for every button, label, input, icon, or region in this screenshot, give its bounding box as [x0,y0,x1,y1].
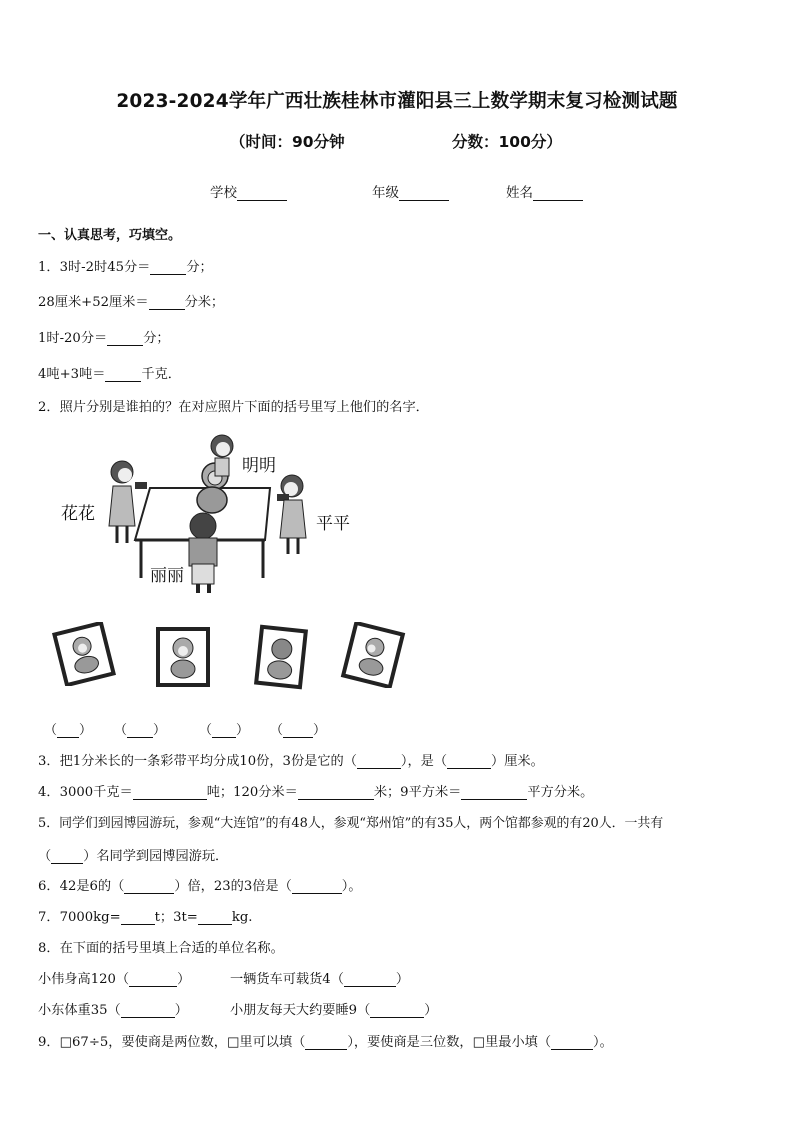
q8-item-d: 小朋友每天大约要睡9（ ） [230,1003,438,1018]
q4-line: 4．3000千克＝ 吨；120分米＝ 米；9平方米＝ 平方分米。 [38,785,594,800]
q8-item-a: 小伟身高120（ ） [38,972,191,987]
name-label-huahua: 花花 [61,504,95,524]
photo-2 [152,624,216,690]
photo-2-answer[interactable]: （ ） [114,723,167,738]
photo-4-answer[interactable]: （ ） [270,723,327,738]
q2-text: 2．照片分别是谁拍的？在对应照片下面的括号里写上他们的名字． [38,400,429,415]
answer-blank[interactable] [121,910,155,925]
answer-blank[interactable] [551,1035,593,1050]
name-label: 姓名 [506,185,533,201]
q9-line: 9．□67÷5，要使商是两位数，□里可以填（ ），要使商是三位数，□里最小填（ ）。 [38,1035,613,1050]
q8-item-c: 小东体重35（ ） [38,1003,188,1018]
grade-blank[interactable] [399,186,449,201]
q3-line: 3．把1分米长的一条彩带平均分成10份，3份是它的（ ），是（ ）厘米。 [38,754,544,769]
q6-line: 6．42是6的（ ）倍，23的3倍是（ ）。 [38,879,362,894]
time-limit: （时间：90分钟 [230,133,345,151]
answer-blank[interactable] [447,754,491,769]
answer-blank[interactable] [129,972,177,987]
q8-item-b: 一辆货车可载货4（ ） [230,972,410,987]
answer-blank[interactable] [461,785,527,800]
photo-3-answer[interactable]: （ ） [199,723,250,738]
q8-text: 8．在下面的括号里填上合适的单位名称。 [38,941,284,956]
answer-blank[interactable] [105,367,141,382]
photo-1-answer[interactable]: （ ） [44,723,93,738]
answer-blank[interactable] [298,785,374,800]
q1-line-b: 28厘米+52厘米＝ 分米； [38,295,225,310]
child-pingping [277,475,306,554]
answer-blank[interactable] [124,879,174,894]
answer-blank[interactable] [51,849,83,864]
school-blank[interactable] [237,186,287,201]
answer-blank[interactable] [198,910,232,925]
school-field [210,181,287,201]
section-heading: 一、认真思考，巧填空。 [38,228,182,243]
grade-field [372,181,449,201]
answer-blank[interactable] [370,1003,424,1018]
answer-blank[interactable] [344,972,396,987]
answer-blank[interactable] [149,295,185,310]
answer-blank[interactable] [121,1003,175,1018]
q1-line-c: 1时-20分＝ 分； [38,331,170,346]
answer-blank[interactable] [292,879,342,894]
name-label-lili: 丽丽 [150,566,184,586]
name-label-mingming: 明明 [242,456,276,476]
answer-blank[interactable] [133,785,207,800]
child-lili [189,513,217,593]
name-field [506,181,583,201]
q1-line-a: 1．3时-2时45分＝ 分； [38,260,213,275]
total-score: 分数：100分） [452,133,562,151]
photo-1 [52,622,116,686]
answer-blank[interactable] [357,754,401,769]
answer-blank[interactable] [150,260,186,275]
name-blank[interactable] [533,186,583,201]
answer-blank[interactable] [305,1035,347,1050]
answer-blank[interactable] [107,331,143,346]
grade-label: 年级 [372,185,399,201]
name-label-pingping: 平平 [316,514,350,534]
photo-3 [253,624,309,690]
page-title: 2023-2024学年广西壮族桂林市灌阳县三上数学期末复习检测试题 [116,91,678,112]
q5-line-2: （ ）名同学到园博园游玩． [38,849,229,864]
q5-line-1: 5．同学们到园博园游玩，参观“大连馆”的有48人，参观“郑州馆”的有35人，两个馆都参观的有20人．一共有 [38,816,664,831]
q1-line-d: 4吨+3吨＝ 千克． [38,367,181,382]
photo-4 [340,622,406,688]
q7-line: 7．7000kg= t；3t= kg. [38,910,253,925]
school-label: 学校 [210,185,237,201]
